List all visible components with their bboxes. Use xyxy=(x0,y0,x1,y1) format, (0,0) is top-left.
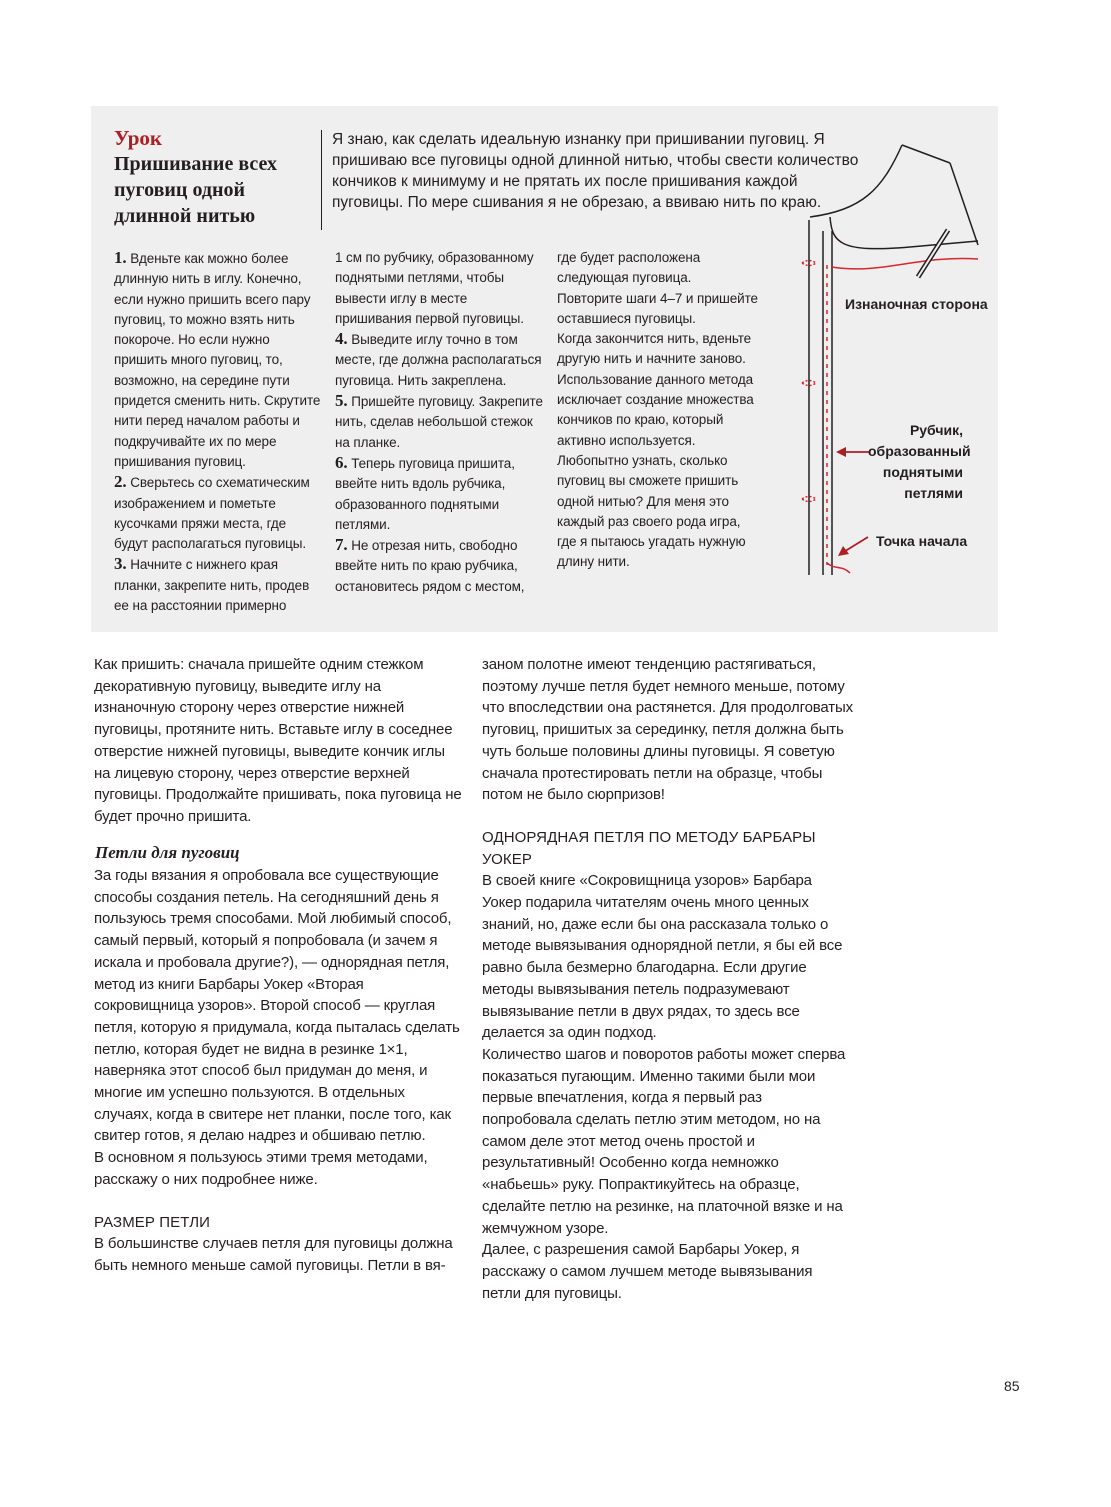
lesson-column-1 xyxy=(114,248,322,616)
needle-icon xyxy=(918,230,948,277)
step-6-number: 6. xyxy=(335,452,348,472)
body-right-column xyxy=(482,654,854,1304)
step-4-text: Выведите иглу точно в том месте, где должна располагаться пуговица. Нить закреплена. xyxy=(335,332,542,388)
step-2-number: 2. xyxy=(114,472,127,492)
button-band-diagram xyxy=(770,135,995,585)
step-3 xyxy=(114,554,322,616)
curious-note: Любопытно узнать, сколько пуговиц вы сможете пришить одной нитью? Для меня это каждый раз своего рода игра, где я пытаюсь угадать нужную длину нити. xyxy=(557,452,746,570)
diagram-label-start: Точка начала xyxy=(876,533,968,549)
step-5-number: 5. xyxy=(335,391,348,411)
body-left-column-2 xyxy=(94,865,464,1277)
step-7-text: Не отрезая нить, свободно ввейте нить по краю рубчика, остановитесь рядом с местом, xyxy=(335,538,525,594)
heading-walker-method: ОДНОРЯДНАЯ ПЕТЛЯ ПО МЕТОДУ БАРБАРЫ УОКЕР xyxy=(482,828,816,868)
walker-paragraph-2: Количество шагов и поворотов работы может сперва показаться пугающим. Именно такими были мои первые впечатления, когда я первый раз попробовала сделать петлю этим методом, но на самом деле этот метод очень простой и результативный! Особенно когда немножко «набьешь» руку. Попрактикуйтесь на образце, сделайте петлю на резинке, на платочной вязке и на жемчужном узоре. xyxy=(482,1045,846,1237)
step-1-text: Вденьте как можно более длинную нить в иглу. Конечно, если нужно пришить всего пару пуговиц, то можно взять нить покороче. Но если нужно пришить много пуговиц, то, возможно, на середине пути придется сменить нить. Скрутите нити перед началом работы и подкручивайте их по мере пришивания пуговиц. xyxy=(114,251,321,469)
step-5-text: Пришейте пуговицу. Закрепите нить, сделав небольшой стежок на планке. xyxy=(335,394,543,450)
step-1-number: 1. xyxy=(114,248,127,267)
step-7 xyxy=(335,535,543,597)
lesson-divider xyxy=(321,130,322,230)
shoulder-outline xyxy=(950,163,978,245)
new-thread-note: Когда закончится нить, вденьте другую нить и начните заново. xyxy=(557,331,752,367)
diagram-label-ridge: Рубчик, образованный поднятыми петлями xyxy=(868,422,971,501)
lesson-intro: Я знаю, как сделать идеальную изнанку при пришивании пуговиц. Я пришиваю все пуговицы одной длинной нитью, чтобы свести количество кончиков к минимуму и не прятать их после пришивания каждой пуговицы. По мере сшивания я не обрезаю, а ввиваю нить по краю. xyxy=(332,131,859,211)
page-number: 85 xyxy=(1004,1378,1020,1394)
how-to-sew-paragraph: Как пришить: сначала пришейте одним стежком декоративную пуговицу, выведите иглу на изнаночную сторону через отверстие нижней пуговицы, протяните нить. Вставьте иглу в соседнее отверстие нижней пуговицы, выведите кончик иглы на лицевую сторону, через отверстие верхней пуговицы. Продолжайте пришивать, пока пуговица не будет прочно пришита. xyxy=(94,656,462,825)
lesson-column-3 xyxy=(557,248,762,573)
step-6 xyxy=(335,453,543,535)
loop-size-continued: заном полотне имеют тенденцию растягиваться, поэтому лучше петля будет немного меньше, потому что впоследствии она растянется. Для продолговатых пуговиц, пришитых за серединку, петля должна быть чуть больше половины длины пуговицы. Я советую сначала протестировать петли на образце, чтобы потом не было сюрпризов! xyxy=(482,656,853,804)
step-7-continued: где будет расположена следующая пуговица. xyxy=(557,250,701,286)
buttonholes-paragraph-2: В основном я пользуюсь этими тремя методами, расскажу о них подробнее ниже. xyxy=(94,1149,428,1188)
heading-loop-size: РАЗМЕР ПЕТЛИ xyxy=(94,1213,211,1231)
lesson-heading: Пришивание всех пуговиц одной длинной нитью xyxy=(114,153,277,227)
collar-outline xyxy=(902,145,950,163)
loop-size-paragraph: В большинстве случаев петля для пуговицы должна быть немного меньше самой пуговицы. Петли в вя- xyxy=(94,1235,453,1274)
body-left-column xyxy=(94,654,464,828)
step-5 xyxy=(335,391,543,453)
step-6-text: Теперь пуговица пришита, ввейте нить вдоль рубчика, образованного поднятыми петлями. xyxy=(335,455,515,532)
section-title-buttonholes: Петли для пуговиц xyxy=(95,843,240,862)
lesson-column-2 xyxy=(335,248,543,597)
step-3-continued: 1 см по рубчику, образованному поднятыми петлями, чтобы вывести иглу в месте пришивания первой пуговицы. xyxy=(335,250,534,326)
step-3-text: Начните с нижнего края планки, закрепите нить, продев ее на расстоянии примерно xyxy=(114,557,310,614)
sleeve-outline xyxy=(810,145,902,217)
neckline-outline xyxy=(830,217,978,249)
repeat-steps: Повторите шаги 4–7 и пришейте оставшиеся пуговицы. xyxy=(557,290,758,326)
start-arrow-icon xyxy=(838,537,868,556)
usage-note: Использование данного метода исключает создание множества кончиков по краю, который активно используется. xyxy=(557,371,754,448)
walker-paragraph-1: В своей книге «Сокровищница узоров» Барбара Уокер подарила читателям очень много ценных знаний, но, даже если бы она рассказала только о методе вывязывания однорядной петли, я бы ей все равно была безмерно благодарна. Если другие методы вывязывания петель подразумевают вывязывание петли в двух рядах, то здесь все делается за один подход. xyxy=(482,872,843,1042)
ridge-arrow-icon xyxy=(836,447,870,457)
thread-top xyxy=(832,258,978,268)
step-2-text: Сверьтесь со схематическим изображением и пометьте кусочками пряжи места, где будут располагаться пуговицы. xyxy=(114,475,310,552)
step-3-number: 3. xyxy=(114,554,127,574)
step-7-number: 7. xyxy=(335,535,348,555)
thread-bottom xyxy=(827,563,850,573)
step-2 xyxy=(114,472,322,554)
diagram-label-wrong-side: Изнаночная сторона xyxy=(845,296,988,312)
step-4-number: 4. xyxy=(335,329,348,349)
step-4 xyxy=(335,329,543,391)
step-1 xyxy=(114,248,322,472)
walker-paragraph-3: Далее, с разрешения самой Барбары Уокер, я расскажу о самом лучшем методе вывязывания петли для пуговицы. xyxy=(482,1241,813,1302)
buttonholes-paragraph-1: За годы вязания я опробовала все существующие способы создания петель. На сегодняшний день я пользуюсь тремя способами. Мой любимый способ, самый первый, который я попробовала (и зачем я искала и пробовала другие?), — однорядная петля, метод из книги Барбары Уокер «Вторая сокровищница узоров». Второй способ — круглая петля, которую я придумала, когда пыталась сделать петлю, которая будет не видна в резинке 1×1, наверняка этот способ был придуман до меня, и многие им успешно пользуются. В отдельных случаях, когда в свитере нет планки, после того, как свитер готов, я делаю надрез и обшиваю петлю. xyxy=(94,867,460,1145)
lesson-label: Урок xyxy=(114,126,162,150)
